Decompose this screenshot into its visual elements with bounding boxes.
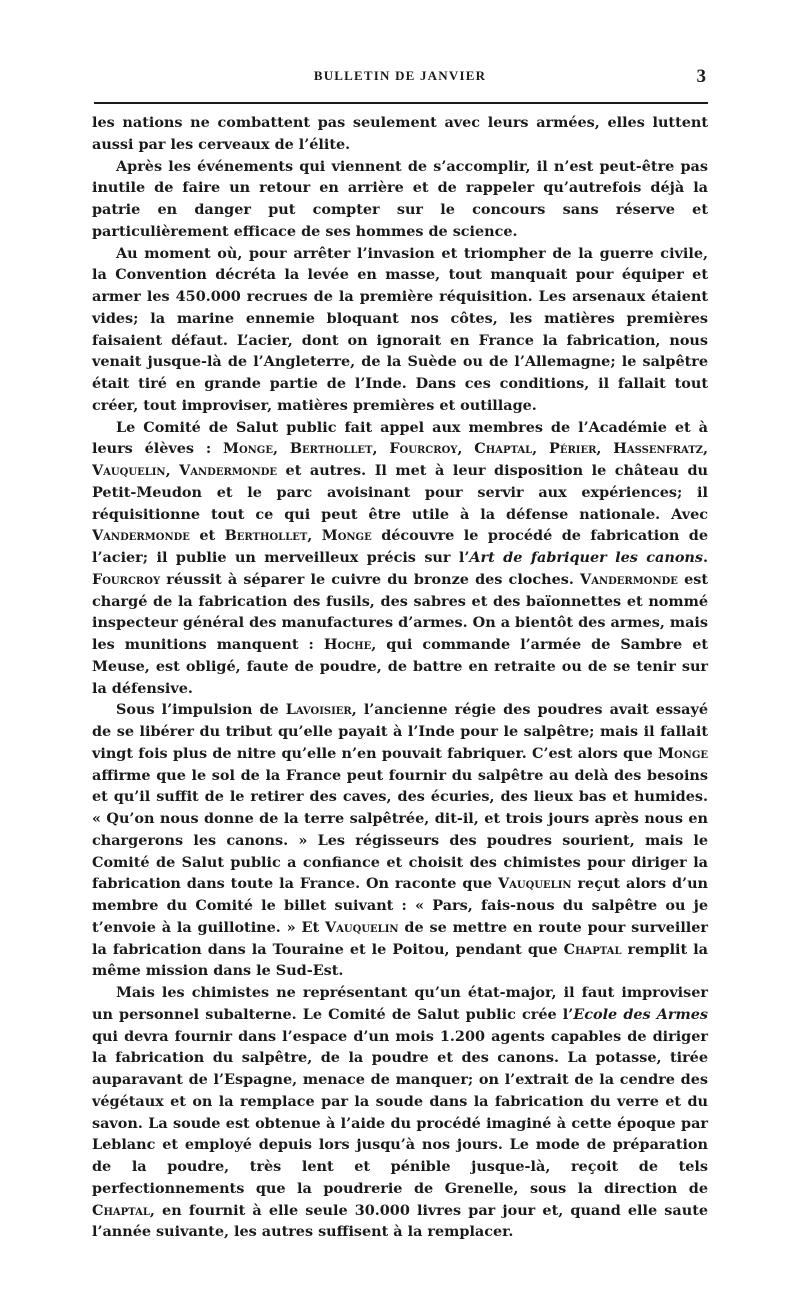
text-run: , — [596, 440, 614, 458]
text-run: découvre le procédé de fabrication de l’acier; il publie un merveilleux précis sur l’ — [92, 527, 708, 566]
person-name: Vauquelin — [92, 462, 166, 479]
text-run: et autres. Il met à leur disposition le château du Petit-Meudon et le parc avoisinant pour servir aux expériences; il réquisitionne tout ce qui peut être utile à la défense nationale. Avec — [92, 462, 708, 523]
text-run: , — [532, 440, 550, 458]
person-name: Périer — [549, 440, 597, 458]
text-run: reçut alors d’un membre du Comité le billet suivant : « Pars, fais-nous du salpêtre ou je t’envoie à la guillotine. » Et — [92, 875, 708, 936]
person-name: Fourcroy — [92, 570, 161, 588]
person-name: Berthollet — [289, 440, 373, 458]
text-run: , — [272, 440, 290, 458]
text-run: , l’ancienne régie des poudres avait essayé de se libérer du tribut qu’elle payait à l’Inde pour le salpêtre; mais il fallait vingt fois plus de nitre qu’elle n’en pouvait fabriquer. C’est alors que — [92, 701, 708, 762]
person-name: Fourcroy — [389, 440, 458, 458]
body-text — [92, 112, 708, 1243]
paragraph — [92, 699, 708, 982]
text-run: réussit à séparer le cuivre du bronze des cloches. — [160, 570, 581, 588]
person-name: Chaptal — [474, 440, 533, 458]
person-name: Hoche — [323, 636, 372, 653]
book-title: Art de fabriquer les canons — [469, 549, 703, 566]
person-name: Vauquelin — [324, 918, 399, 936]
text-run: , — [457, 440, 475, 458]
text-run: Le Comité de Salut public fait appel aux membres de l’Académie et à leurs élèves : — [92, 418, 708, 458]
text-run: les nations ne combattent pas seulement avec leurs armées, elles luttent aussi par les cerveaux de l’élite. — [92, 114, 708, 153]
paragraph — [92, 112, 708, 156]
text-run: de se mettre en route pour surveiller la fabrication dans la Touraine et le Poitou, pendant que — [92, 918, 708, 958]
paragraph — [92, 982, 708, 1243]
paragraph — [92, 417, 708, 700]
book-title: Ecole des Armes — [573, 1005, 708, 1023]
page-number: 3 — [696, 66, 706, 87]
text-run: est chargé de la fabrication des fusils, des sabres et des baïonnettes et nommé inspecteur général des manufactures d’armes. On a bientôt des armes, mais les munitions manquent : — [92, 570, 708, 653]
paragraph — [92, 243, 708, 417]
page-header — [92, 66, 708, 90]
running-title: BULLETIN DE JANVIER — [313, 68, 487, 83]
person-name: Berthollet — [224, 527, 308, 545]
person-name: Monge — [658, 744, 708, 762]
person-name: Vandermonde — [92, 527, 190, 545]
person-name: Hassenfratz — [613, 440, 703, 458]
person-name: Chaptal — [92, 1201, 150, 1219]
paragraph — [92, 156, 708, 243]
text-run: , en fournit à elle seule 30.000 livres par jour et, quand elle saute l’année suivante, les autres suffisent à la remplacer. — [92, 1201, 708, 1241]
header-rule — [94, 102, 708, 104]
text-run: , qui commande l’armée de Sambre et Meuse, est obligé, faute de poudre, de battre en retraite ou de se tenir sur la défensive. — [92, 636, 708, 697]
text-run: Sous l’impulsion de — [116, 701, 286, 719]
person-name: Monge — [223, 440, 273, 458]
text-run: et — [189, 527, 225, 545]
text-run: qui devra fournir dans l’espace d’un mois 1.200 agents capables de diriger la fabrication du salpêtre, de la poudre et des canons. La potasse, tirée auparavant de l’Espagne, menace de manquer; on l’extrait de la cendre des végétaux et on la remplace par la soude dans la fabrication du verre et du savon. La soude est obtenue à l’aide du procédé imaginé à cette époque par Leblanc et employé depuis lors jusqu’à nos jours. Le mode de préparation de la poudre, très lent et pénible jusque-là, reçoit de tels perfectionnements que la poudrerie de Grenelle, sous la direction de — [92, 1027, 708, 1197]
text-run: Après les événements qui viennent de s’accomplir, il n’est peut-être pas inutile de faire un retour en arrière et de rappeler qu’autrefois déjà la patrie en danger put compter sur le concours sans réserve et particulièrement efficace de ses hommes de science. — [92, 157, 708, 240]
text-run: , — [307, 527, 322, 545]
person-name: Vauquelin — [497, 875, 572, 893]
text-run: Au moment où, pour arrêter l’invasion et triompher de la guerre civile, la Convention décréta la levée en masse, tout manquait pour équiper et armer les 450.000 recrues de la première réquisition. Les arsenaux étaient vides; la marine ennemie bloquant nos côtes, les matières premières faisaient défaut. L’acier, dont on ignorait en France la fabrication, nous venait jusque-là de l’Angleterre, de la Suède ou de l’Allemagne; le salpêtre était tiré en grande partie de l’Inde. Dans ces conditions, il fallait tout créer, tout improviser, matières premières et outillage. — [92, 244, 708, 414]
text-run: . — [702, 549, 708, 566]
text-run: remplit la même mission dans le Sud-Est. — [92, 940, 708, 980]
person-name: Chaptal — [563, 940, 622, 958]
person-name: Lavoisier — [285, 701, 352, 719]
text-run: Mais les chimistes ne représentant qu’un état-major, il faut improviser un personnel subalterne. Le Comité de Salut public crée l’ — [92, 984, 708, 1023]
text-run: , — [702, 440, 708, 458]
text-run: , — [372, 440, 390, 458]
person-name: Vandermonde — [179, 462, 277, 479]
person-name: Vandermonde — [580, 570, 678, 588]
text-run: , — [165, 462, 180, 479]
text-run: affirme que le sol de la France peut fournir du salpêtre au delà des besoins et qu’il suffit de le retirer des caves, des écuries, des lieux bas et humides. « Qu’on nous donne de la terre salpêtrée, dit-il, et trois jours après nous en chargerons les canons. » Les régisseurs des poudres sourient, mais le Comité de Salut public a confiance et choisit des chimistes pour diriger la fabrication dans toute la France. On raconte que — [92, 766, 708, 893]
person-name: Monge — [321, 527, 372, 545]
